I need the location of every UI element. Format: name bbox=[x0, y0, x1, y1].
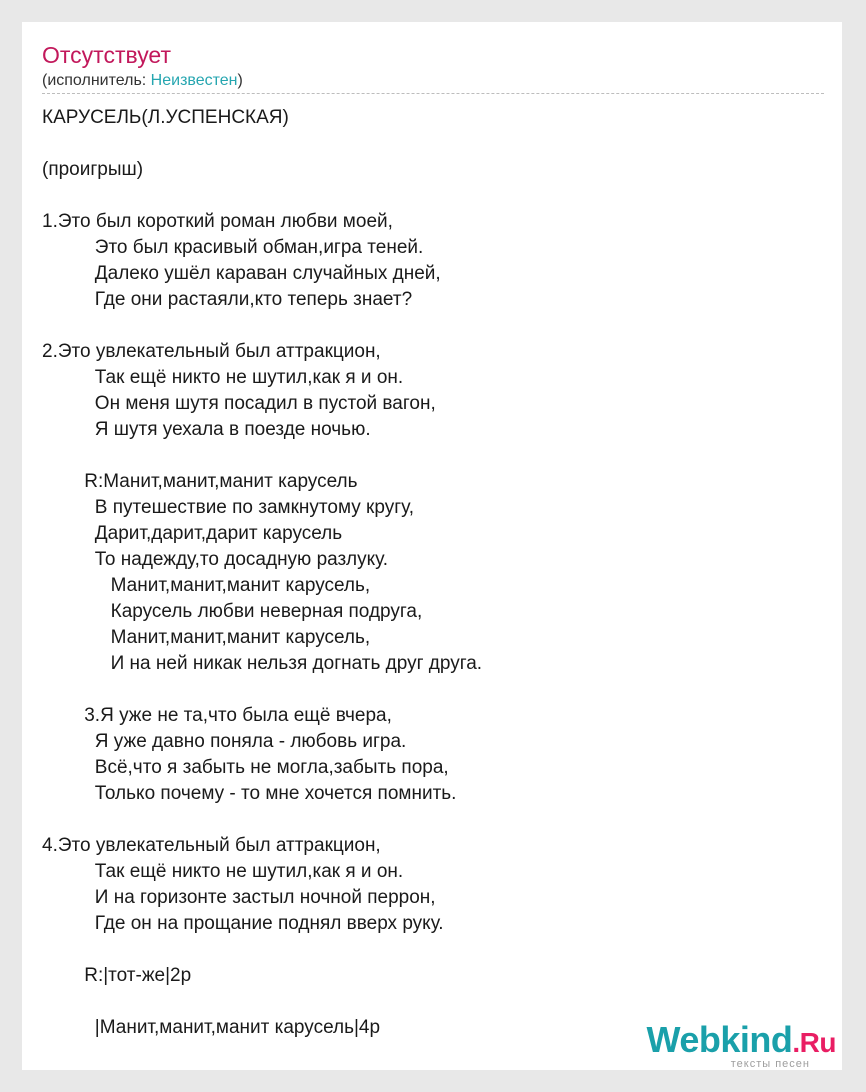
lyrics-line: R:|тот-же|2p bbox=[42, 965, 192, 986]
artist-line bbox=[42, 72, 243, 90]
lyrics-line: КАРУСЕЛЬ(Л.УСПЕНСКАЯ) bbox=[42, 107, 289, 128]
logo-tagline: тексты песен bbox=[730, 1058, 810, 1070]
lyrics-line: 2.Это увлекательный был аттракцион, bbox=[42, 341, 381, 362]
lyrics-line: Дарит,дарит,дарит карусель bbox=[42, 523, 343, 544]
lyrics-line: Я шутя уехала в поезде ночью. bbox=[42, 419, 371, 440]
lyrics-line bbox=[42, 989, 482, 1015]
lyrics-line: 4.Это увлекательный был аттракцион, bbox=[42, 835, 381, 856]
lyrics-line: И на ней никак нельзя догнать друг друга. bbox=[42, 653, 483, 674]
lyrics-card bbox=[22, 22, 842, 1070]
lyrics-line: Где они растаяли,кто теперь знает? bbox=[42, 289, 413, 310]
header-divider bbox=[42, 93, 824, 94]
lyrics-line: Далеко ушёл караван случайных дней, bbox=[42, 263, 441, 284]
lyrics-line bbox=[42, 131, 482, 157]
lyrics-line bbox=[42, 807, 482, 833]
song-title: Отсутствует bbox=[42, 42, 171, 68]
lyrics-line: 3.Я уже не та,что была ещё вчера, bbox=[42, 705, 392, 726]
logo-wordmark bbox=[647, 1021, 836, 1062]
lyrics-line: Это был красивый обман,игра теней. bbox=[42, 237, 424, 258]
lyrics-line: И на горизонте застыл ночной перрон, bbox=[42, 887, 436, 908]
artist-link[interactable]: Неизвестен bbox=[150, 72, 238, 89]
artist-prefix: (исполнитель: bbox=[42, 72, 151, 89]
lyrics-line: 1.Это был короткий роман любви моей, bbox=[42, 211, 393, 232]
lyrics-line bbox=[42, 313, 482, 339]
lyrics-line: Манит,манит,манит карусель, bbox=[42, 575, 371, 596]
lyrics-line: Так ещё никто не шутил,как я и он. bbox=[42, 861, 404, 882]
lyrics-line bbox=[42, 937, 482, 963]
webkind-logo[interactable] bbox=[647, 1021, 836, 1070]
lyrics-line bbox=[42, 443, 482, 469]
lyrics-line: Всё,что я забыть не могла,забыть пора, bbox=[42, 757, 449, 778]
lyrics-line: В путешествие по замкнутому кругу, bbox=[42, 497, 415, 518]
lyrics-line: Манит,манит,манит карусель, bbox=[42, 627, 371, 648]
lyrics-line: Я уже давно поняла - любовь игра. bbox=[42, 731, 407, 752]
lyrics-line: То надежду,то досадную разлуку. bbox=[42, 549, 388, 570]
lyrics-line bbox=[42, 677, 482, 703]
lyrics-line: Так ещё никто не шутил,как я и он. bbox=[42, 367, 404, 388]
lyrics-line: Только почему - то мне хочется помнить. bbox=[42, 783, 457, 804]
lyrics-line: Он меня шутя посадил в пустой вагон, bbox=[42, 393, 436, 414]
lyrics-line: |Манит,манит,манит карусель|4p bbox=[42, 1017, 381, 1038]
lyrics-line: Карусель любви неверная подруга, bbox=[42, 601, 423, 622]
logo-main-text: Webkind bbox=[646, 1019, 793, 1060]
logo-tld-text: .Ru bbox=[792, 1027, 836, 1058]
lyrics-line bbox=[42, 183, 482, 209]
lyrics-line: Где он на прощание поднял вверх руку. bbox=[42, 913, 444, 934]
lyrics-text bbox=[42, 105, 482, 1041]
artist-suffix: ) bbox=[237, 72, 243, 89]
lyrics-line: (проигрыш) bbox=[42, 159, 144, 180]
lyrics-line: R:Манит,манит,манит карусель bbox=[42, 471, 358, 492]
